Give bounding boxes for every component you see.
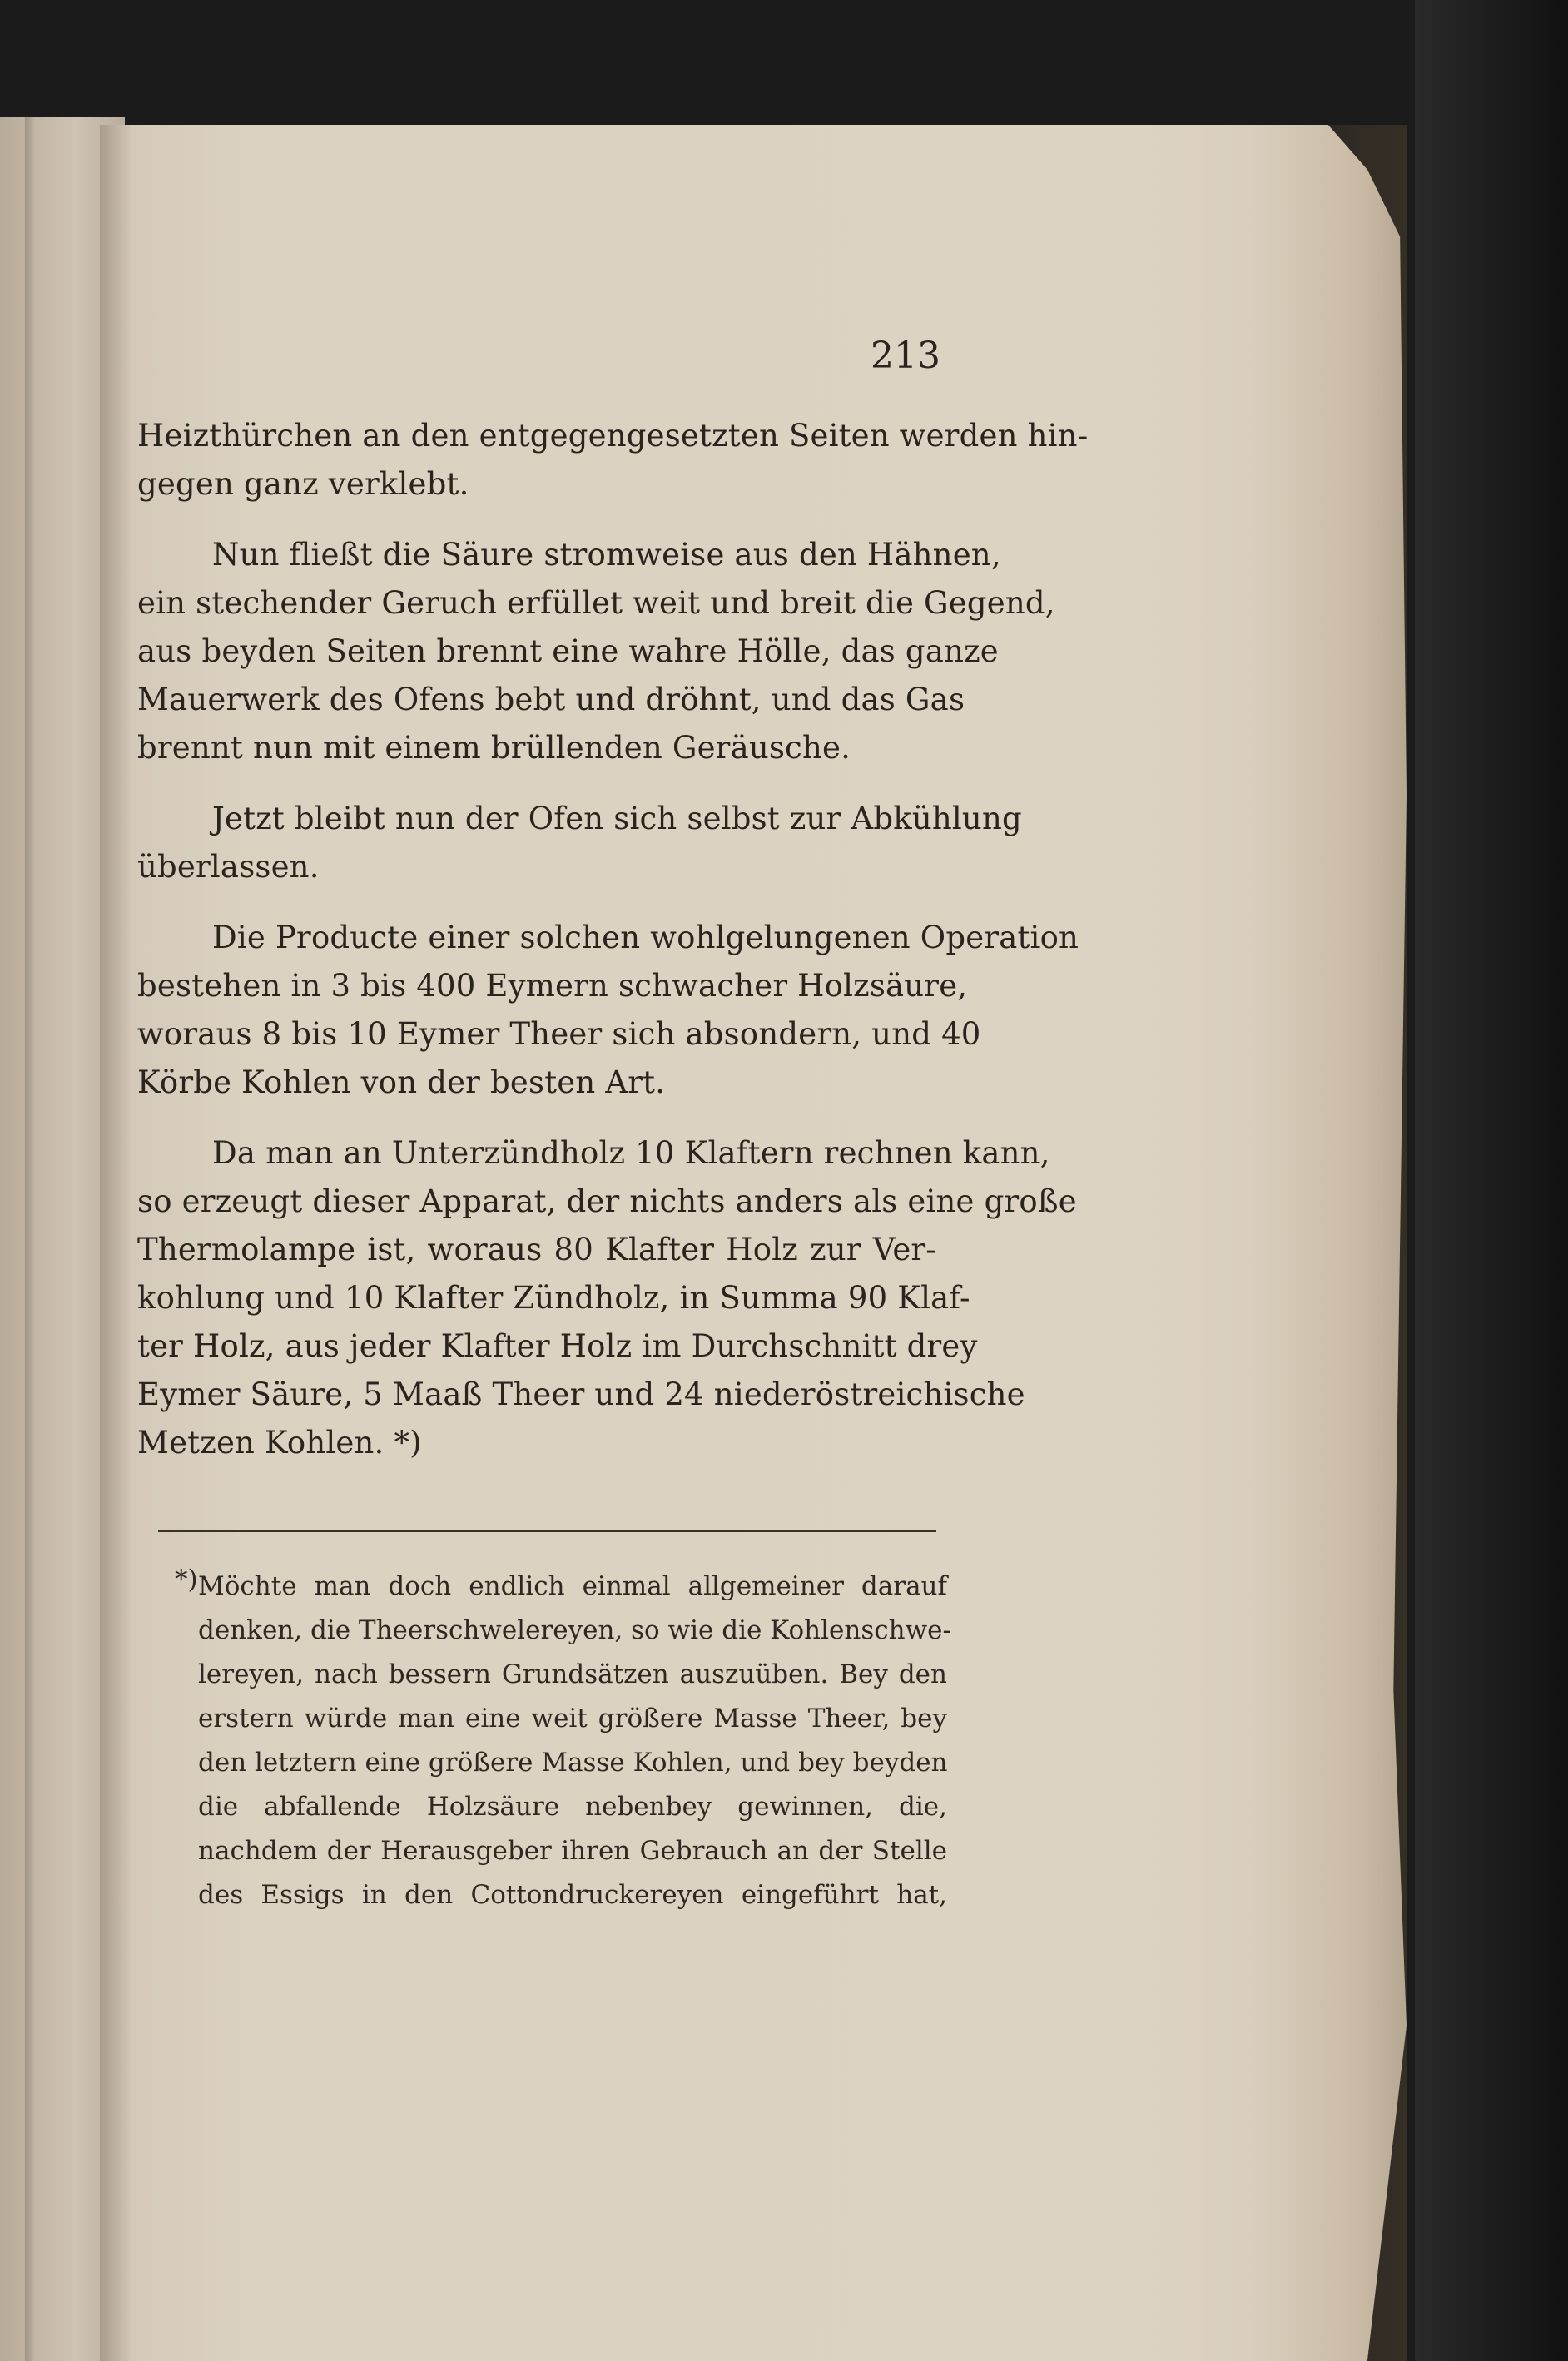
footnote-line: die abfallende Holzsäure nebenbey gewinnen, die, bbox=[198, 1792, 947, 1822]
text-line: aus beyden Seiten brennt eine wahre Hölle, das ganze bbox=[137, 633, 999, 669]
footnote-line: des Essigs in den Cottondruckereyen eingeführt hat, bbox=[198, 1880, 947, 1910]
book-gutter bbox=[25, 117, 35, 2361]
footnote-line: lereyen, nach bessern Grundsätzen auszuüben. Bey den bbox=[198, 1659, 947, 1689]
text-line: Mauerwerk des Ofens bebt und dröhnt, und das Gas bbox=[137, 682, 965, 717]
text-line: kohlung und 10 Klafter Zündholz, in Summa 90 Klaf- bbox=[137, 1280, 970, 1316]
page-edge-stain bbox=[1248, 125, 1407, 2361]
text-line: bestehen in 3 bis 400 Eymern schwacher Holzsäure, bbox=[137, 968, 968, 1004]
text-line: Thermolampe ist, woraus 80 Klafter Holz zur Ver- bbox=[137, 1232, 936, 1267]
text-line: Körbe Kohlen von der besten Art. bbox=[137, 1064, 666, 1100]
text-line: brennt nun mit einem brüllenden Geräusche. bbox=[137, 730, 851, 766]
text-line: ter Holz, aus jeder Klafter Holz im Durchschnitt drey bbox=[137, 1328, 978, 1364]
page-shadow bbox=[100, 125, 133, 2361]
footnote-rule bbox=[158, 1530, 936, 1532]
text-line: woraus 8 bis 10 Eymer Theer sich absondern, und 40 bbox=[137, 1016, 981, 1052]
text-line: Da man an Unterzündholz 10 Klaftern rechnen kann, bbox=[212, 1135, 1050, 1171]
text-line: Eymer Säure, 5 Maaß Theer und 24 niederöstreichische bbox=[137, 1376, 1025, 1412]
footnote-line: Möchte man doch endlich einmal allgemeiner darauf bbox=[198, 1571, 947, 1601]
footnote-line: denken, die Theerschwelereyen, so wie die Kohlenschwe- bbox=[198, 1615, 951, 1645]
text-line: Nun fließt die Säure stromweise aus den Hähnen, bbox=[212, 537, 1001, 573]
footnote-line: den letztern eine größere Masse Kohlen, und bey beyden bbox=[198, 1748, 948, 1778]
footnote-line: nachdem der Herausgeber ihren Gebrauch an der Stelle bbox=[198, 1836, 947, 1866]
dark-background bbox=[1415, 0, 1568, 2361]
text-line: Heizthürchen an den entgegengesetzten Seiten werden hin- bbox=[137, 418, 1089, 454]
footnote-mark: *) bbox=[175, 1565, 198, 1595]
text-line: gegen ganz verklebt. bbox=[137, 466, 469, 502]
text-line: Metzen Kohlen. *) bbox=[137, 1425, 422, 1461]
text-line: überlassen. bbox=[137, 849, 320, 885]
page-number: 213 bbox=[871, 335, 940, 377]
footnote-line: erstern würde man eine weit größere Masse Theer, bey bbox=[198, 1704, 947, 1734]
text-line: so erzeugt dieser Apparat, der nichts anders als eine große bbox=[137, 1183, 1077, 1219]
text-line: ein stechender Geruch erfüllet weit und breit die Gegend, bbox=[137, 585, 1055, 621]
text-line: Jetzt bleibt nun der Ofen sich selbst zur Abkühlung bbox=[212, 801, 1022, 836]
text-line: Die Producte einer solchen wohlgelungenen Operation bbox=[212, 920, 1079, 955]
